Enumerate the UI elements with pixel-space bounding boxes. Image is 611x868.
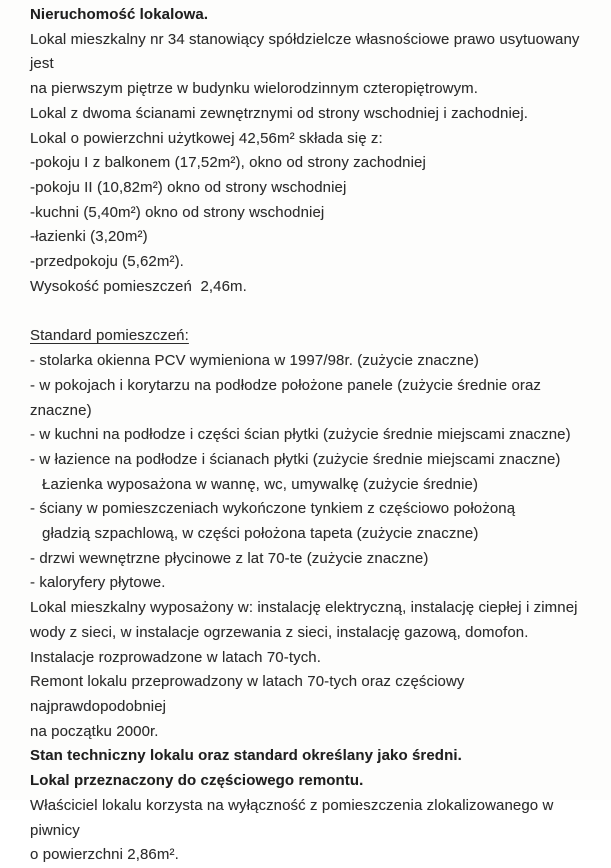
document-line: -pokoju II (10,82m²) okno od strony wschodniej [30, 178, 347, 196]
document-heading-line: Lokal przeznaczony do częściowego remontu. [30, 772, 364, 790]
document-line: -pokoju I z balkonem (17,52m²), okno od strony zachodniej [30, 154, 426, 172]
document-line: na pierwszym piętrze w budynku wielorodzinnym czteropiętrowym. [30, 80, 479, 98]
document-line: - ściany w pomieszczeniach wykończone tynkiem z częściowo położoną [30, 500, 516, 518]
document-line: Lokal mieszkalny nr 34 stanowiący spółdzielcze własnościowe prawo usytuowany jest [30, 30, 584, 73]
document-line: - drzwi wewnętrzne płycinowe z lat 70-te (zużycie znaczne) [30, 549, 429, 567]
document-line: Lokal o powierzchni użytkowej 42,56m² składa się z: [30, 129, 383, 147]
document-line: -przedpokoju (5,62m²). [30, 253, 184, 271]
document-line: - w pokojach i korytarzu na podłodze położone panele (zużycie średnie oraz znaczne) [30, 376, 546, 419]
document-line: wody z sieci, w instalacje ogrzewania z sieci, instalację gazową, domofon. [30, 623, 529, 641]
document-line: na początku 2000r. [30, 722, 159, 740]
document-line: gładzią szpachlową, w części położona tapeta (zużycie znaczne) [42, 525, 479, 543]
document-heading-line: Stan techniczny lokalu oraz standard określany jako średni. [30, 747, 462, 765]
document-line: Wysokość pomieszczeń 2,46m. [30, 277, 247, 295]
document-heading-line: Nieruchomość lokalowa. [30, 6, 209, 23]
document-line: - w łazience na podłodze i ścianach płytki (zużycie średnie miejscami znaczne) [30, 450, 561, 468]
document-line: o powierzchni 2,86m². [30, 846, 179, 864]
document-line: Właściciel lokalu korzysta na wyłączność z pomieszczenia zlokalizowanego w piwnicy [30, 796, 558, 839]
document-body [30, 3, 593, 868]
document-line: Remont lokalu przeprowadzony w latach 70-tych oraz częściowy najprawdopodobniej [30, 673, 469, 715]
document-line: Lokal z dwoma ścianami zewnętrznymi od strony wschodniej i zachodniej. [30, 104, 529, 122]
document-line: Instalacje rozprowadzone w latach 70-tych. [30, 648, 322, 666]
document-line: -łazienki (3,20m²) [30, 228, 148, 246]
document-line: - stolarka okienna PCV wymieniona w 1997/98r. (zużycie znaczne) [30, 352, 480, 370]
document-section-header: Standard pomieszczeń: [30, 327, 189, 345]
document-line: Lokal mieszkalny wyposażony w: instalację elektryczną, instalację ciepłej i zimnej [30, 599, 578, 617]
document-line: - kaloryfery płytowe. [30, 574, 166, 592]
document-line: Łazienka wyposażona w wannę, wc, umywalkę (zużycie średnie) [42, 475, 479, 493]
document-line: -kuchni (5,40m²) okno od strony wschodniej [30, 203, 325, 221]
document-line: - w kuchni na podłodze i części ścian płytki (zużycie średnie miejscami znaczne) [30, 426, 571, 444]
